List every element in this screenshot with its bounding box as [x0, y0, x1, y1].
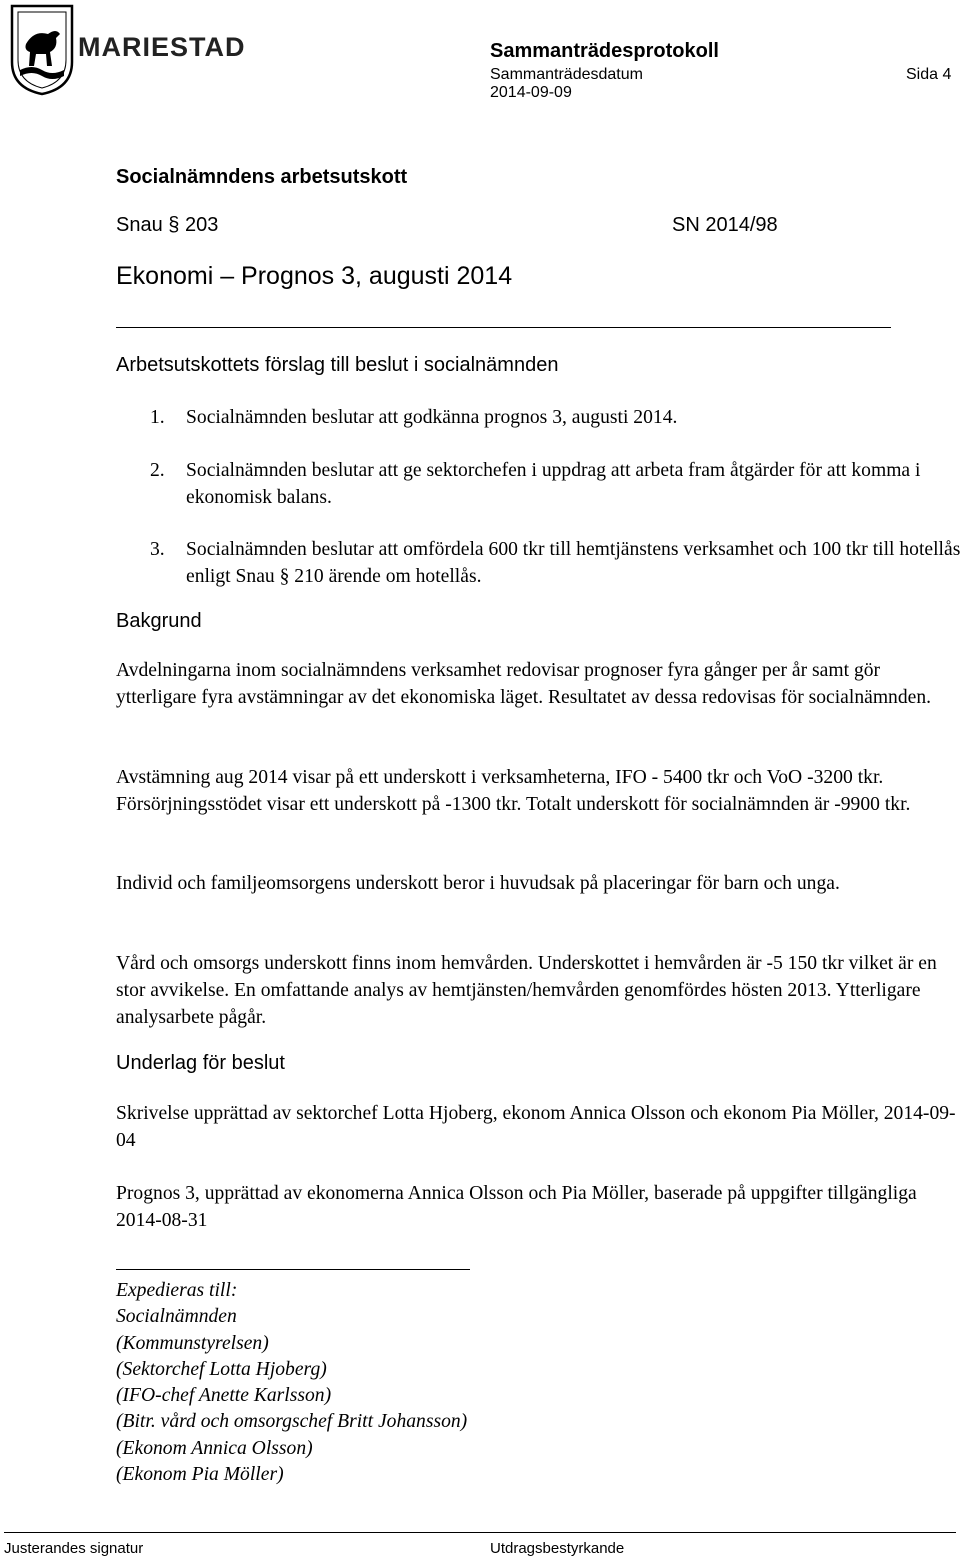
footer-divider: [4, 1532, 956, 1533]
extract-certification-label: Utdragsbestyrkande: [490, 1540, 625, 1557]
item-number: 1.: [150, 407, 165, 428]
item-text: Socialnämnden beslutar att ge sektorchefen i uppdrag att arbeta fram åtgärder för att komma i ekonomisk balans.: [186, 460, 921, 508]
case-title: Ekonomi – Prognos 3, augusti 2014: [116, 262, 513, 290]
basis-heading: Underlag för beslut: [116, 1052, 285, 1074]
recipient: (Kommunstyrelsen): [116, 1332, 269, 1354]
item-number: 3.: [150, 539, 165, 560]
committee-name: Socialnämndens arbetsutskott: [116, 166, 408, 188]
item-text: Socialnämnden beslutar att omfördela 600 tkr till hemtjänstens verksamhet och 100 tkr till hotellås enligt Snau § 210 ärende om hotellås.: [186, 539, 960, 587]
background-paragraph: Vård och omsorgs underskott finns inom hemvården. Underskottet i hemvården är -5 150 tkr vilket är en stor avvikelse. En omfattande analys av hemtjänsten/hemvården genomfördes hösten 2013. Ytterligare analysarbete pågår.: [116, 953, 937, 1028]
case-reference: Snau § 203: [116, 214, 219, 236]
meeting-date: 2014-09-09: [490, 84, 572, 101]
background-heading: Bakgrund: [116, 610, 202, 632]
proposal-heading: Arbetsutskottets förslag till beslut i socialnämnden: [116, 354, 559, 376]
distribution-label: Expedieras till:: [116, 1280, 238, 1301]
recipient: (IFO-chef Anette Karlsson): [116, 1385, 332, 1407]
meeting-date-label: Sammanträdesdatum: [490, 66, 643, 83]
item-text: Socialnämnden beslutar att godkänna prognos 3, augusti 2014.: [186, 407, 678, 428]
page-number: Sida 4: [906, 66, 952, 83]
distribution-list: [116, 1278, 467, 1488]
logo-wordmark: MARIESTAD: [78, 32, 246, 62]
recipient: (Ekonom Annica Olsson): [116, 1437, 313, 1459]
recipient: (Sektorchef Lotta Hjoberg): [116, 1358, 327, 1380]
recipient: (Ekonom Pia Möller): [116, 1464, 284, 1486]
background-paragraph: Avdelningarna inom socialnämndens verksamhet redovisar prognoser fyra gånger per år samt gör ytterligare fyra avstämningar av det ekonomiska läget. Resultatet av dessa redovisas för socialnämnden.: [116, 660, 932, 708]
recipient: (Bitr. vård och omsorgschef Britt Johansson): [116, 1411, 468, 1433]
recipient: Socialnämnden: [116, 1306, 237, 1328]
distribution-divider: [116, 1269, 470, 1270]
document-title: Sammanträdesprotokoll: [490, 40, 719, 62]
signature-label: Justerandes signatur: [4, 1540, 144, 1557]
case-number: SN 2014/98: [672, 214, 778, 236]
basis-paragraph: Prognos 3, upprättad av ekonomerna Annica Olsson och Pia Möller, baserade på uppgifter tillgängliga 2014-08-31: [116, 1183, 917, 1231]
item-number: 2.: [150, 460, 165, 481]
background-paragraph: Avstämning aug 2014 visar på ett underskott i verksamheterna, IFO - 5400 tkr och VoO -3200 tkr. Försörjningsstödet visar ett underskott på -1300 tkr. Totalt underskott för socialnämnden är -9900 tkr.: [116, 767, 911, 815]
basis-paragraph: Skrivelse upprättad av sektorchef Lotta Hjoberg, ekonom Annica Olsson och ekonom Pia Möller, 2014-09-04: [116, 1103, 956, 1151]
title-divider: [116, 327, 891, 328]
background-paragraph: Individ och familjeomsorgens underskott beror i huvudsak på placeringar för barn och unga.: [116, 873, 840, 894]
